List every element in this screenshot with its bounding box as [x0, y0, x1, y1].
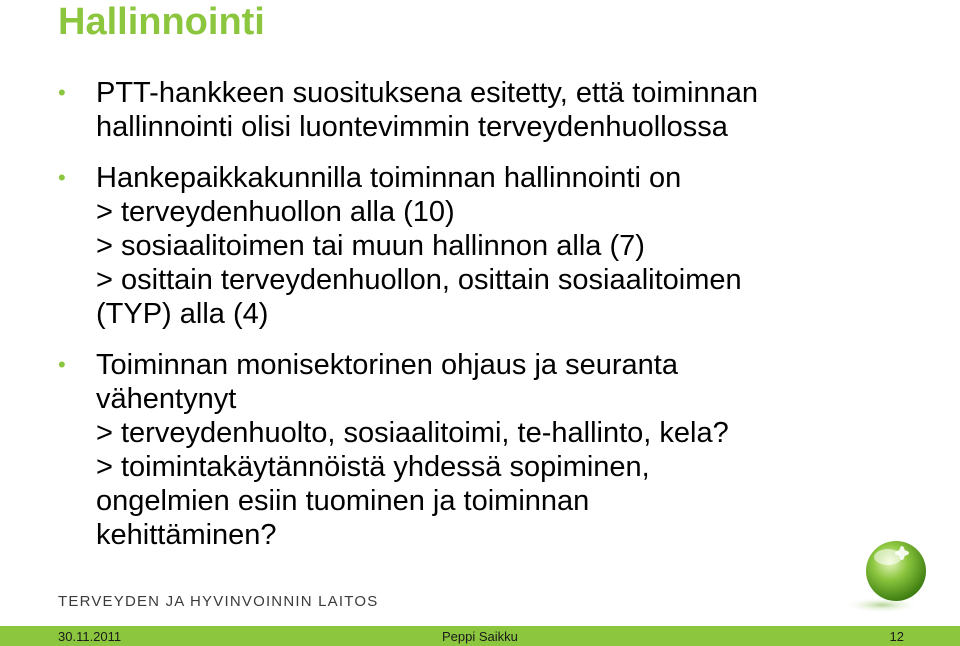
bullet-line: PTT-hankkeen suosituksena esitetty, että toiminnan: [96, 77, 758, 109]
footer-date: 30.11.2011: [58, 629, 122, 644]
bullet-line: vähentynyt: [96, 383, 237, 415]
bullet-list: [58, 76, 918, 569]
bullet-line: > terveydenhuolto, sosiaalitoimi, te-hallinto, kela?: [96, 417, 729, 449]
bullet-item-2: [58, 161, 918, 331]
footer-bar: [0, 626, 960, 646]
bullet-line: hallinnointi olisi luontevimmin terveydenhuollossa: [96, 111, 728, 143]
bullet-line: Toiminnan monisektorinen ohjaus ja seuranta: [96, 349, 678, 381]
bullet-dot-icon: •: [58, 352, 66, 377]
organization-logo-text: TERVEYDEN JA HYVINVOINNIN LAITOS: [58, 593, 379, 610]
footer-page-number: 12: [889, 629, 904, 644]
bullet-dot-icon: •: [58, 80, 66, 105]
bullet-line: ongelmien esiin tuominen ja toiminnan: [96, 485, 590, 517]
green-orb-logo-icon: [840, 535, 930, 615]
bullet-line: (TYP) alla (4): [96, 298, 269, 330]
bullet-dot-icon: •: [58, 165, 66, 190]
bullet-item-1: [58, 76, 918, 144]
bullet-line: > osittain terveydenhuollon, osittain sosiaalitoimen: [96, 264, 742, 296]
bullet-line: > sosiaalitoimen tai muun hallinnon alla (7): [96, 230, 645, 262]
bullet-line: > terveydenhuollon alla (10): [96, 196, 455, 228]
footer-author: Peppi Saikku: [442, 629, 518, 644]
slide-title: Hallinnointi: [58, 1, 265, 43]
bullet-line: kehittäminen?: [96, 519, 277, 551]
bullet-item-3: [58, 348, 918, 552]
bullet-line: > toimintakäytännöistä yhdessä sopiminen,: [96, 451, 650, 483]
bullet-line: Hankepaikkakunnilla toiminnan hallinnointi on: [96, 162, 682, 194]
